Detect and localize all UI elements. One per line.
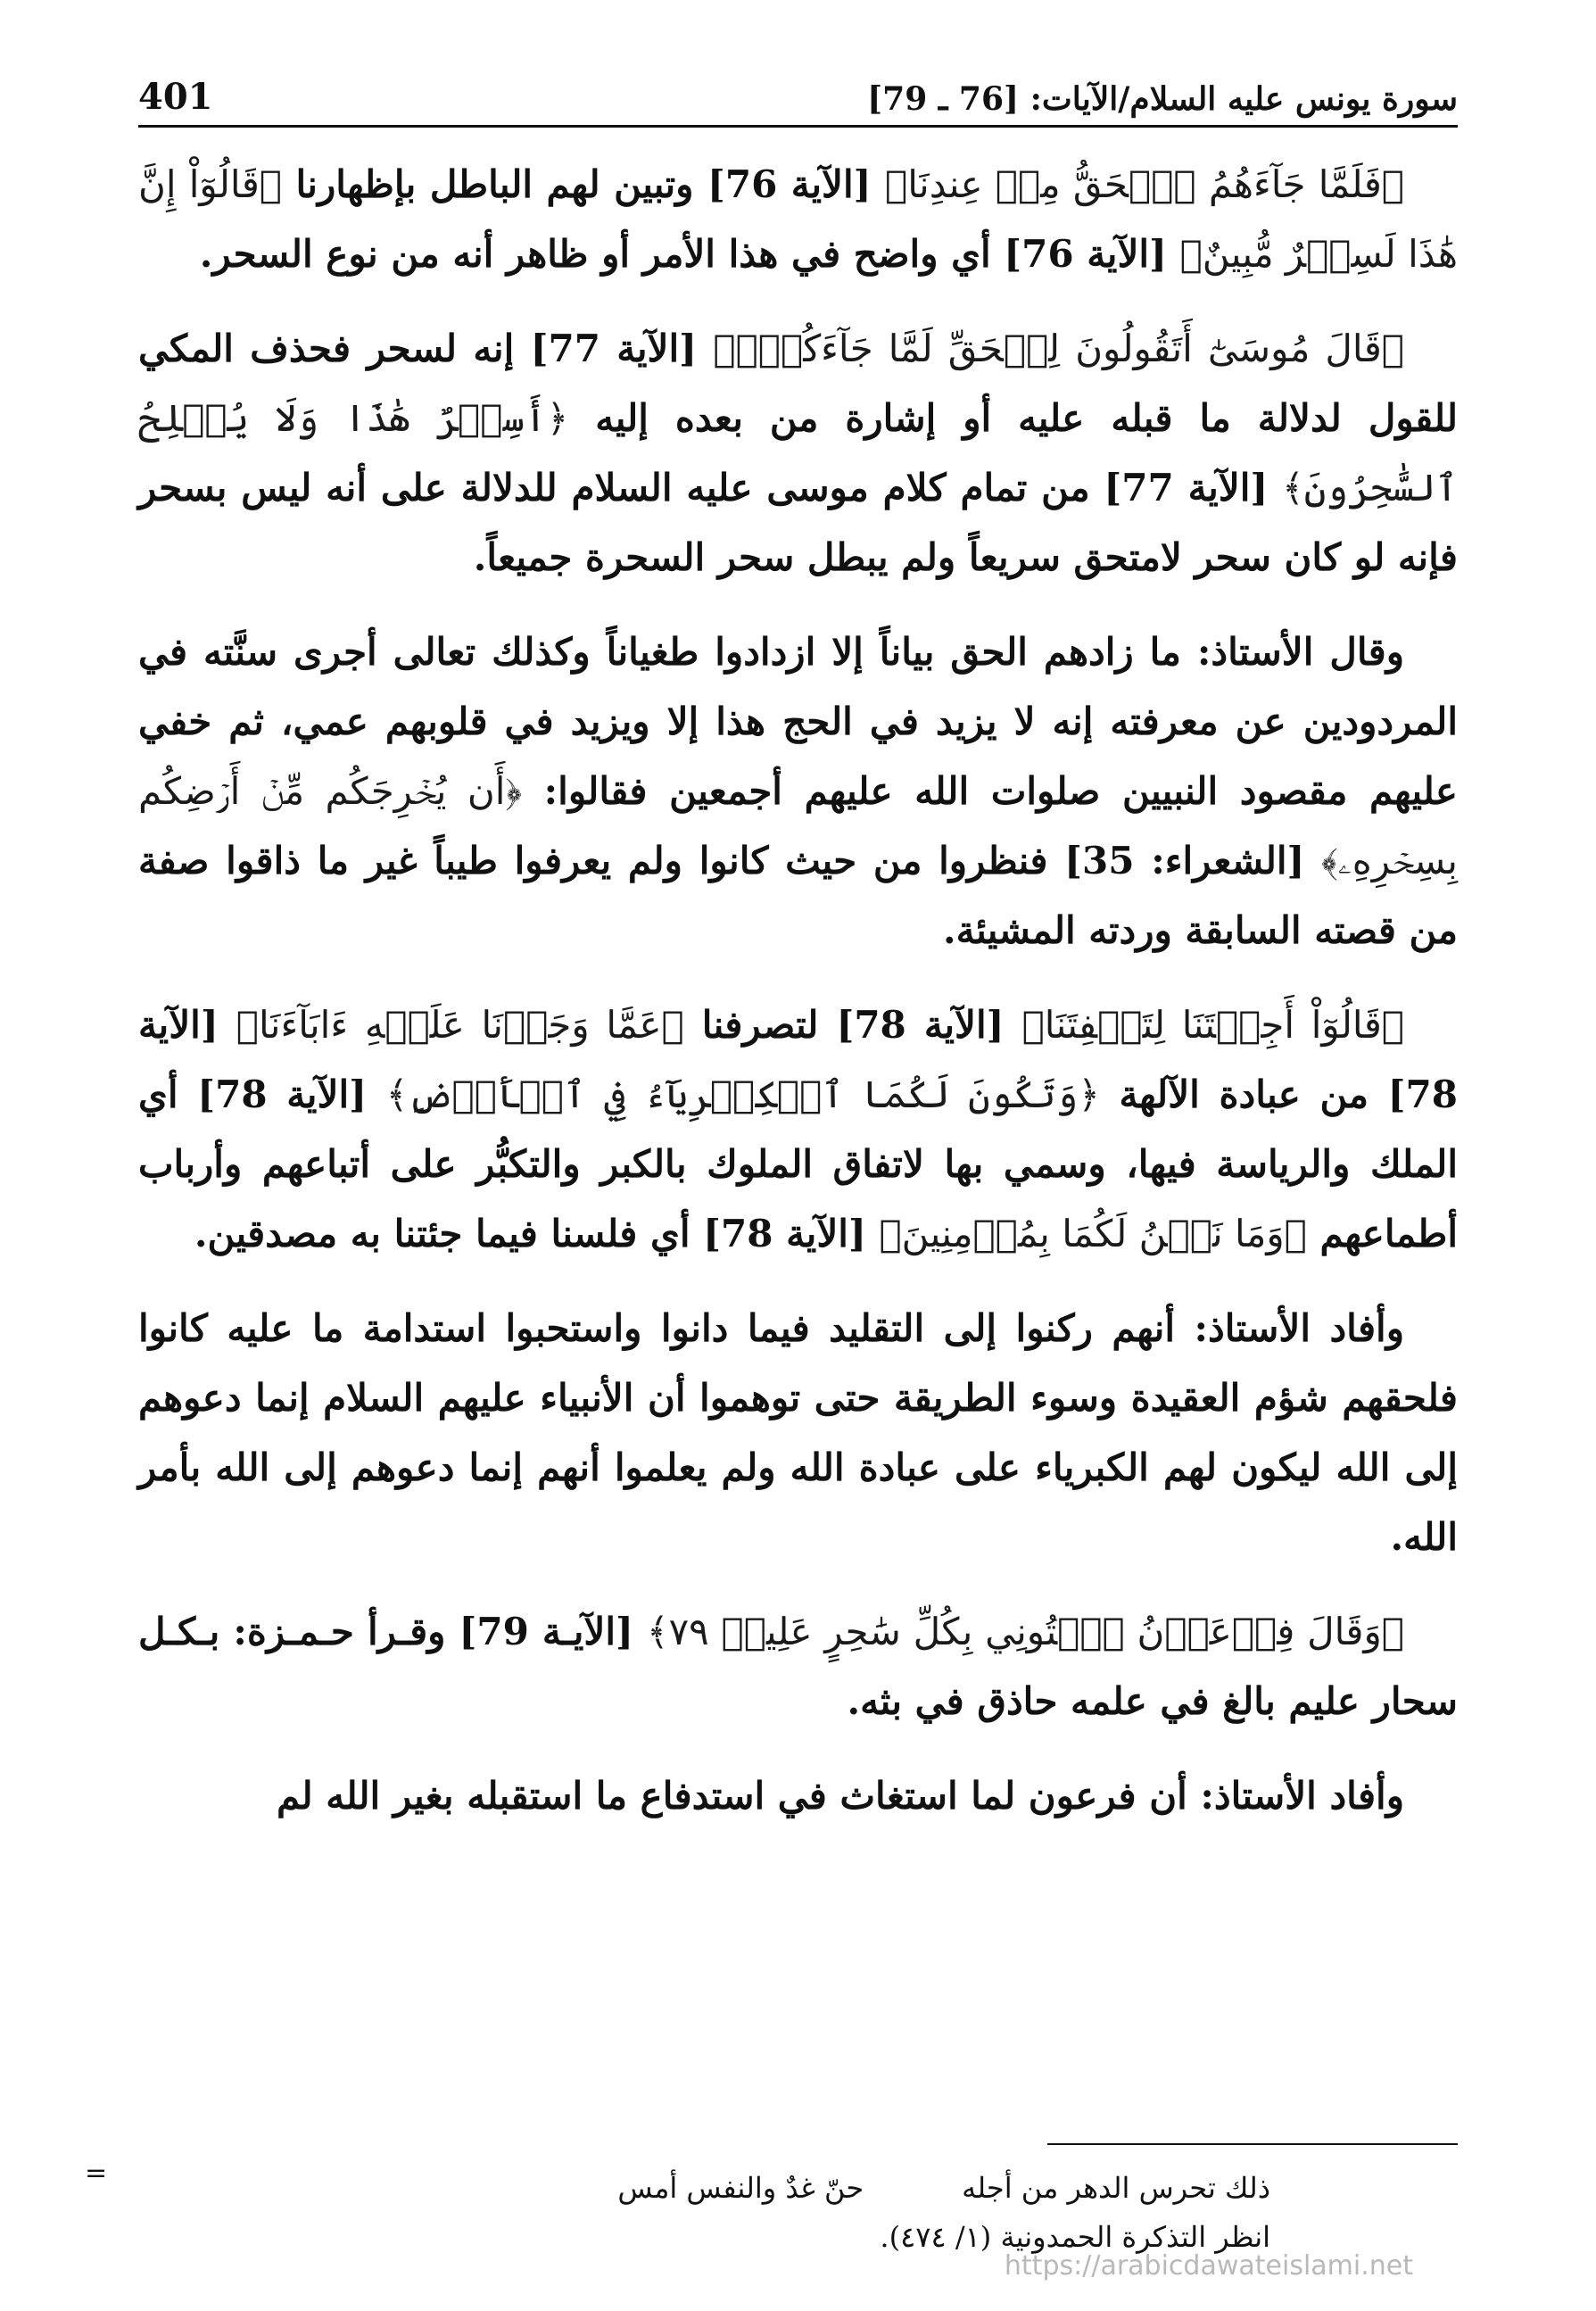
footnote [138,2164,1458,2262]
commentary-text: [الآية 76] وتبين لهم الباطل بإظهارنا [282,162,886,206]
paragraph-2 [138,314,1458,592]
quran-quote: ﴿فَلَمَّا جَآءَهُمُ ٱلۡحَقُّ مِنۡ عِندِنَا﴾ [885,162,1404,206]
body-text [138,150,1458,1856]
commentary-text: [الآية 76] أي واضح في هذا الأمر أو ظاهر أنه من نوع السحر. [199,232,1180,276]
paragraph-6 [138,1597,1458,1736]
verse-hemistich-second: حنّ غدٌ والنفس أمس [617,2171,864,2205]
footnote-continuation-mark: = [85,2158,108,2189]
verse-hemistich-first: ذلك تحرس الدهر من أجله [962,2171,1270,2205]
paragraph-3 [138,617,1458,965]
paragraph-5 [138,1294,1458,1572]
header-title: سورة يونس عليه السلام/الآيات: [76 ـ 79] [867,80,1458,118]
paragraph-1 [138,150,1458,289]
commentary-text: [الآيـة 79] وقـرأ حـمـزة: بـكـل سحار عليم بالغ في علمه حاذق في بثه. [138,1610,1458,1723]
quran-quote: ﴿عَمَّا وَجَدۡنَا عَلَيۡهِ ءَابَآءَنَا﴾ [236,1003,684,1047]
footnote-reference: انظر التذكرة الحمدونية (١/ ٤٧٤). [880,2220,1270,2254]
quran-quote: ﴿أَسِحۡرٌ هَٰذَا وَلَا يُفۡلِحُ ٱلسَّٰحِرُونَ﴾ [138,396,1458,509]
quran-quote: ﴿وَمَا نَحۡنُ لَكُمَا بِمُؤۡمِنِينَ﴾ [879,1212,1307,1255]
commentary-text: [الآية 78] لتصرفنا [683,1003,1022,1047]
commentary-text: [الآية 77] إنه لسحر فحذف المكي للقول لدلالة ما قبله عليه أو إشارة من بعده إليه [138,327,1458,440]
commentary-text: وأفاد الأستاذ: أن فرعون لما استغاث في استدفاع ما استقبله بغير الله لم [276,1774,1404,1818]
quran-quote: ﴿وَقَالَ فِرۡعَوۡنُ ٱئۡتُونِي بِكُلِّ سَٰحِرٍ عَلِيمٖ ٧٩﴾ [646,1610,1404,1653]
footnote-verse [138,2164,1458,2213]
quran-quote: ﴿وَتَكُونَ لَكُمَا ٱلۡكِبۡرِيَآءُ فِي ٱلۡأَرۡضِ﴾ [385,1073,1100,1116]
quran-quote: ﴿أَن يُخۡرِجَكُم مِّنۡ أَرۡضِكُم بِسِحۡرِهِۦ﴾ [138,769,1458,882]
header-rule [138,125,1458,128]
paragraph-4 [138,990,1458,1269]
page-number: 401 [138,76,213,118]
paragraph-7 [138,1761,1458,1831]
watermark-url: https://arabicdawateislami.net [1004,2250,1413,2282]
commentary-text: وقال الأستاذ: ما زادهم الحق بياناً إلا ازدادوا طغياناً وكذلك تعالى أجرى سنَّته في المردودين عن معرفته إنه لا يزيد في الحج هذا إلا ويزيد في قلوبهم عمي، ثم خفي عليهم مقصود النبيين صلوات الله عليهم أجمعين فقالوا: [138,630,1458,813]
commentary-text: [الآية 78] أي الملك والرياسة فيها، وسمي بها لاتفاق الملوك بالكبر والتكبُّر على أتباعهم وأرباب أطماعهم [138,1073,1458,1255]
commentary-text: [الآية 78] من عبادة الآلهة [138,1003,1458,1116]
commentary-text: [الآية 77] من تمام كلام موسى عليه السلام للدلالة على أنه ليس بسحر فإنه لو كان سحر لامتحق سريعاً ولم يبطل سحر السحرة جميعاً. [138,466,1458,579]
commentary-text: [الآية 78] أي فلسنا فيما جئتنا به مصدقين. [194,1212,880,1255]
commentary-text: [الشعراء: 35] فنظروا من حيث كانوا ولم يعرفوا طيباً غير ما ذاقوا صفة من قصته السابقة وردته المشيئة. [138,839,1458,952]
running-header [138,55,1458,118]
quran-quote: ﴿قَالَ مُوسَىٰٓ أَتَقُولُونَ لِلۡحَقِّ لَمَّا جَآءَكُمۡۖ﴾ [713,327,1405,370]
quran-quote: ﴿قَالُوٓاْ إِنَّ هَٰذَا لَسِحۡرٌ مُّبِينٌ﴾ [138,162,1458,276]
footnote-separator [1047,2143,1458,2145]
commentary-text: وأفاد الأستاذ: أنهم ركنوا إلى التقليد فيما دانوا واستحبوا استدامة ما عليه كانوا فلحقهم شؤم العقيدة وسوء الطريقة حتى توهموا أن الأنبياء عليهم السلام إنما دعوهم إلى الله ليكون لهم الكبرياء على عبادة الله ولم يعلموا أنهم إنما دعوهم إلى الله بأمر الله. [138,1306,1458,1559]
quran-quote: ﴿قَالُوٓاْ أَجِئۡتَنَا لِتَلۡفِتَنَا﴾ [1021,1003,1404,1047]
